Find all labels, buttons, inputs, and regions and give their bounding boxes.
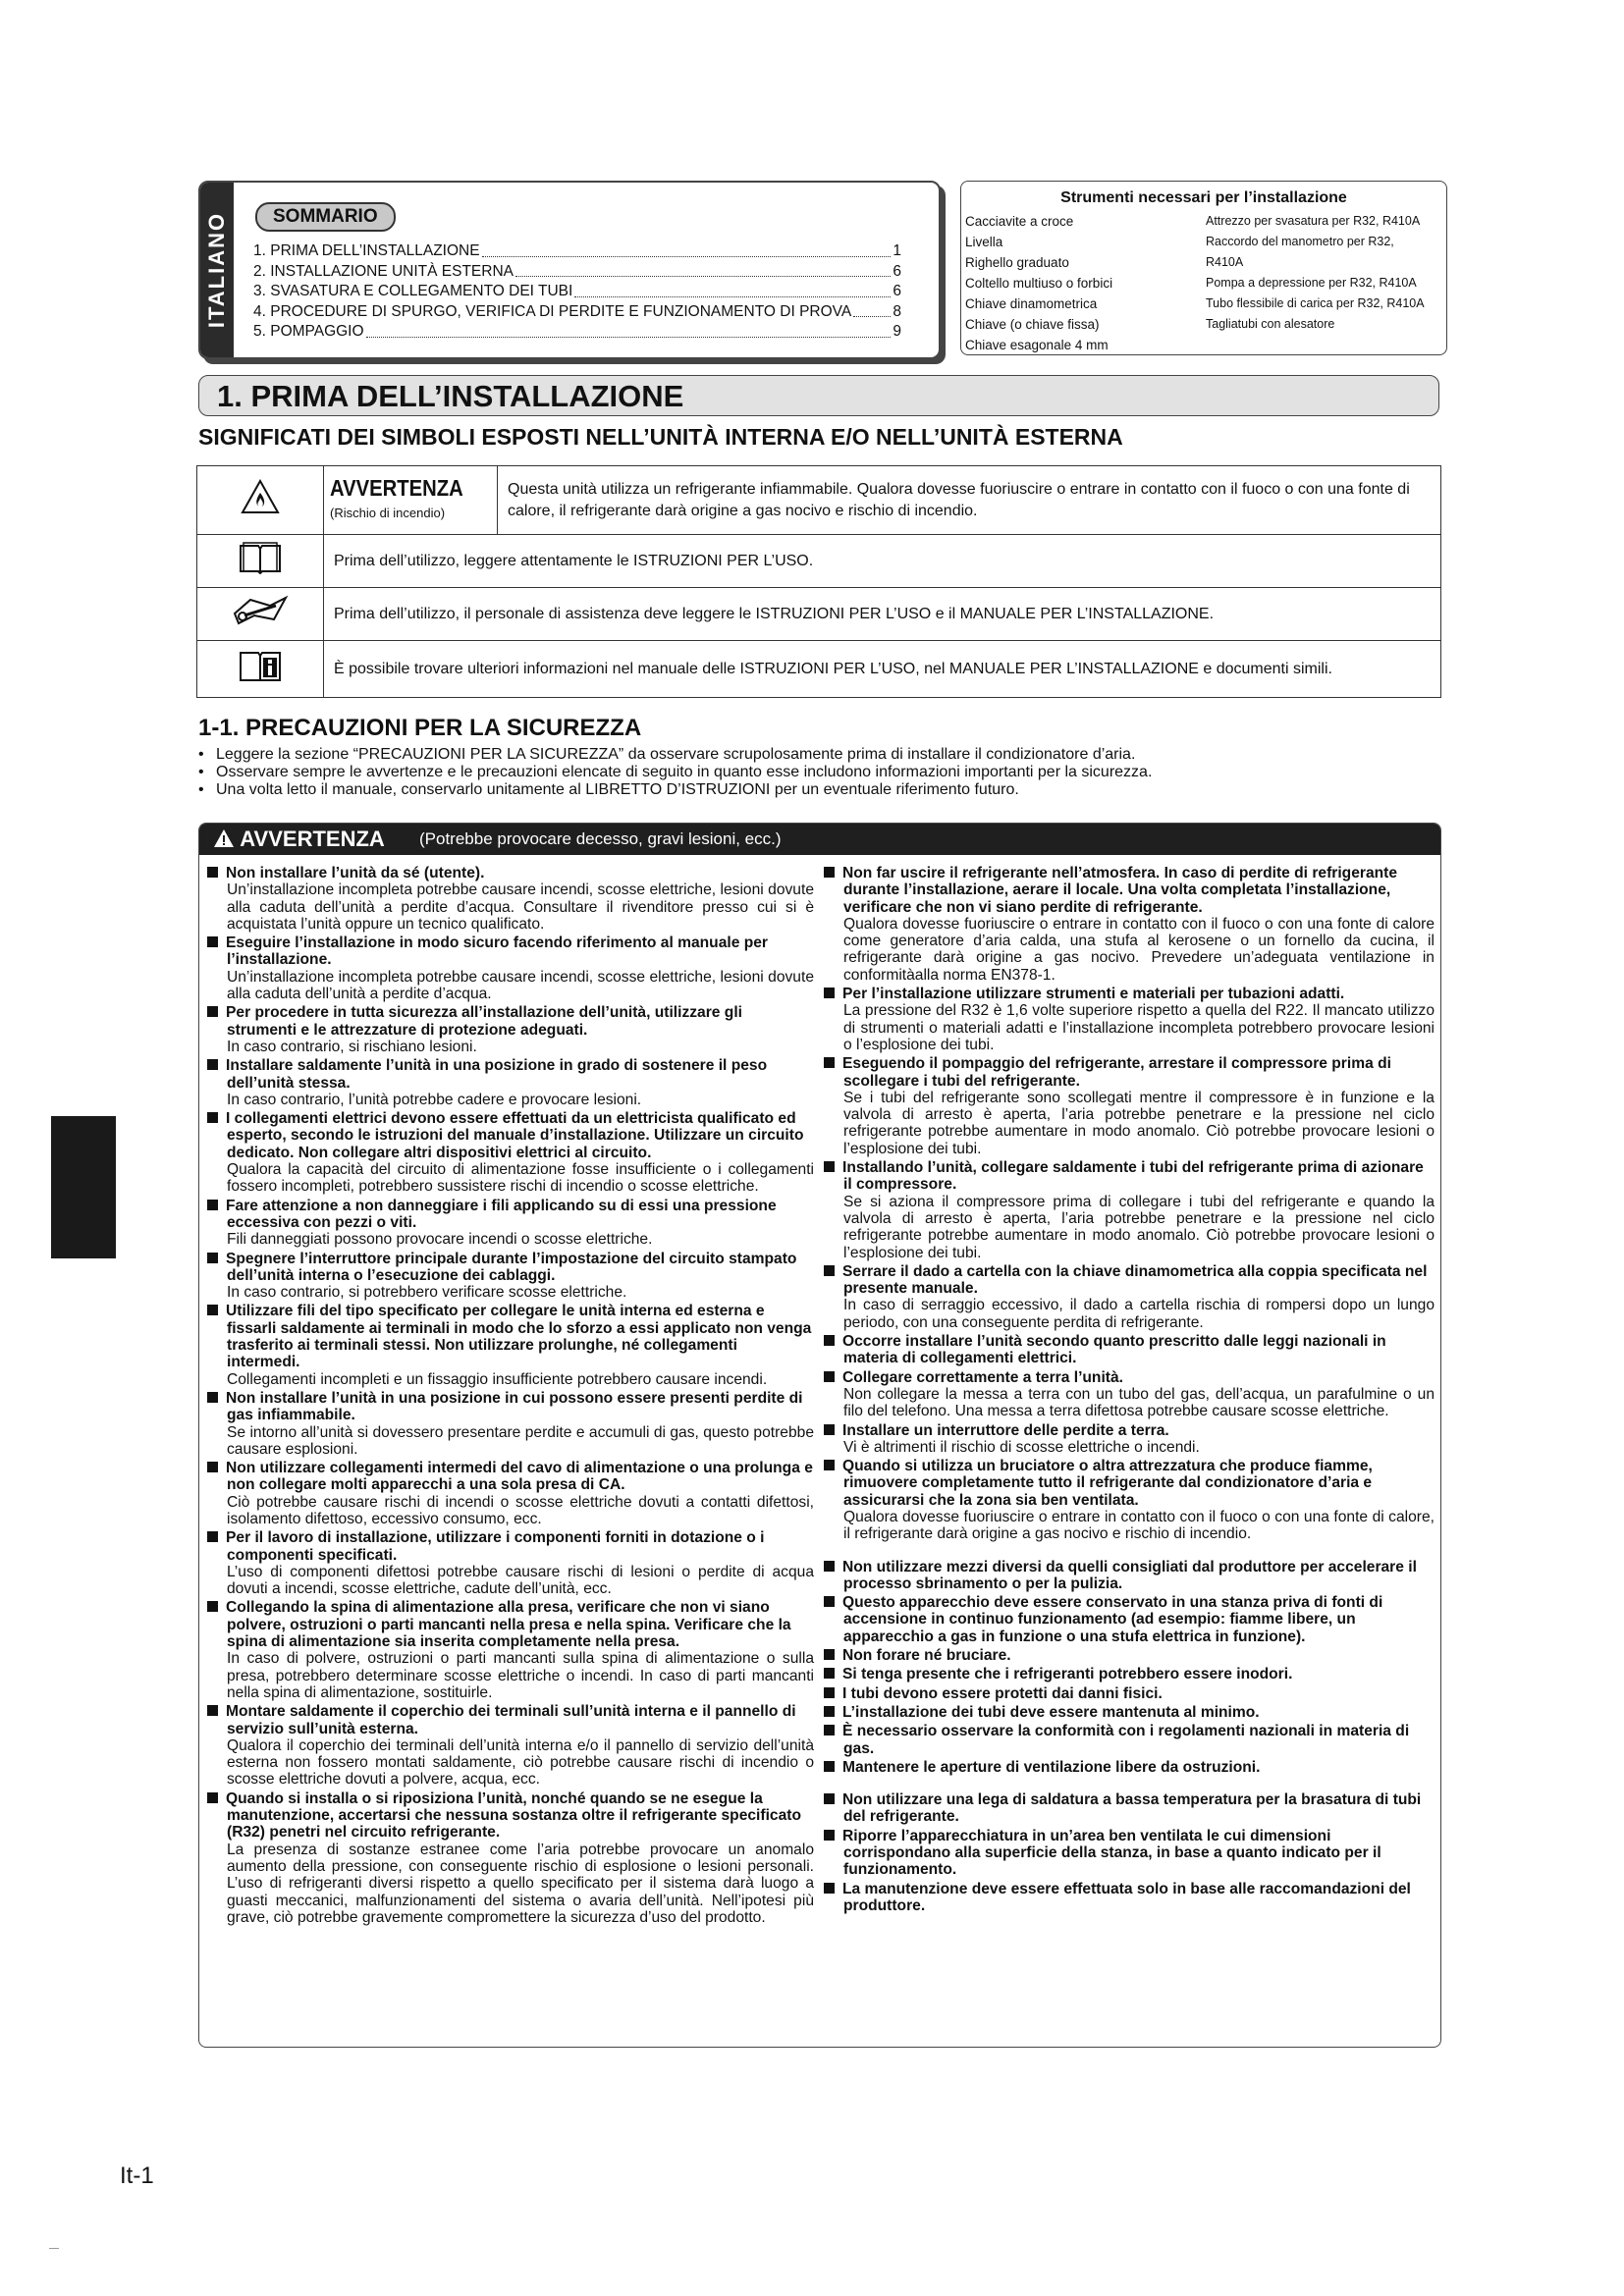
warning-item-text: Vi è altrimenti il rischio di scosse elettriche o incendi.: [843, 1438, 1200, 1456]
symbol-row-operation: [197, 535, 1441, 588]
tool-item: Tubo flessibile di carica per R32, R410A: [1206, 296, 1425, 310]
warning-item-heading: Utilizzare fili del tipo specificato per collegare le unità interna ed esterna e fissarli saldamente ai terminali in modo che lo sforzo a essi applicato non venga trasferito ai terminali stessi. Non utilizzare prolunghe, né collegamenti intermedi.: [207, 1303, 814, 1370]
warning-item-heading: Eseguire l’installazione in modo sicuro facendo riferimento al manuale per l’installazione.: [207, 934, 814, 969]
tool-item: Chiave (o chiave fissa): [965, 317, 1100, 332]
warning-item-heading: I tubi devono essere protetti dai danni fisici.: [824, 1685, 1435, 1702]
warning-item-heading: Non utilizzare mezzi diversi da quelli consigliati dal produttore per accelerare il processo sbrinamento o per la pulizia.: [824, 1559, 1435, 1593]
warning-item-heading: Questo apparecchio deve essere conservato in una stanza priva di fonti di accensione in continuo funzionamento (ad esempio: fiamme libere, un apparecchio a gas in funzione o una stufa elettrica in funzione).: [824, 1594, 1435, 1645]
language-label: ITALIANO: [204, 211, 229, 329]
table-of-contents: [198, 181, 941, 359]
tools-list-right: [1206, 211, 1446, 335]
tool-item: Chiave esagonale 4 mm: [965, 338, 1109, 352]
safety-bullet: • Leggere la sezione “PRECAUZIONI PER LA SICUREZZA” da osservare scrupolosamente prima di installare il condizionatore d’aria.: [198, 746, 1455, 764]
warning-item-text: La pressione del R32 è 1,6 volte superiore rispetto a quella del R22. Il mancato utilizzo di strumenti o materiali adatti e l’installazione incompleta potrebbero provocare lesioni o l’esplosione dei tubi.: [843, 1002, 1435, 1053]
toc-item[interactable]: 1. PRIMA DELL’INSTALLAZIONE 1: [253, 242, 901, 259]
print-mark: [49, 2248, 59, 2249]
section-title: 1. PRIMA DELL’INSTALLAZIONE: [217, 379, 684, 413]
warning-item: [824, 1422, 1435, 1457]
warning-item: [207, 1004, 814, 1055]
symbol-row-warning: [197, 466, 1441, 535]
warning-item-heading: I collegamenti elettrici devono essere effettuati da un elettricista qualificato ed esperto, secondo le istruzioni del manuale d’installazione. Utilizzare un circuito dedicato. Non collegare altri dispositivi elettrici al circuito.: [207, 1110, 814, 1161]
warning-item: [207, 1110, 814, 1195]
warning-text: Questa unità utilizza un refrigerante infiammabile. Qualora dovesse fuoriuscire o entrare in contatto con il fuoco o con una fonte di calore, il refrigerante darà origine a gas nocivo e rischio di incendio.: [498, 466, 1441, 535]
toc-item[interactable]: 3. SVASATURA E COLLEGAMENTO DEI TUBI 6: [253, 283, 901, 299]
warning-item: [824, 1685, 1435, 1702]
operation-manual-icon: [197, 535, 324, 588]
warning-item: [207, 1529, 814, 1597]
warning-item-heading: Montare saldamente il coperchio dei terminali sull’unità interna e il pannello di servizio sull’unità esterna.: [207, 1703, 814, 1737]
warning-item: [207, 1251, 814, 1302]
warning-sublabel: (Rischio di incendio): [330, 505, 446, 520]
tool-item: Attrezzo per svasatura per R32, R410A: [1206, 214, 1421, 228]
warning-item-heading: Non installare l’unità da sé (utente).: [207, 865, 814, 881]
warning-item: [207, 1599, 814, 1701]
tools-title: Strumenti necessari per l’installazione: [1060, 189, 1347, 206]
warning-item-heading: Eseguendo il pompaggio del refrigerante, arrestare il compressore prima di scollegare i tubi del refrigerante.: [824, 1055, 1435, 1090]
warning-item: [824, 1369, 1435, 1420]
warning-item-heading: Collegare correttamente a terra l’unità.: [824, 1369, 1435, 1386]
warning-item-text: Se intorno all’unità si dovessero presentare perdite e accumuli di gas, questo potrebbe causare esplosioni.: [227, 1423, 814, 1458]
warning-item-text: Ciò potrebbe causare rischi di incendi o scosse elettriche dovuti a contatti difettosi, isolamento difettoso, eccessivo consumo, ecc.: [227, 1493, 814, 1527]
tool-item: Tagliatubi con alesatore: [1206, 317, 1335, 331]
safety-bullet: • Una volta letto il manuale, conservarlo unitamente al LIBRETTO D’ISTRUZIONI per un eventuale riferimento futuro.: [198, 781, 1455, 799]
warning-item-heading: Riporre l’apparecchiatura in un’area ben ventilata le cui dimensioni corrispondano alla superficie della stanza, in base a quanto indicato per il funzionamento.: [824, 1828, 1435, 1879]
warning-item-heading: La manutenzione deve essere effettuata solo in base alle raccomandazioni del produttore.: [824, 1881, 1435, 1915]
tool-item: Righello graduato: [965, 255, 1069, 270]
warning-item: [824, 1594, 1435, 1645]
warning-item: [207, 1790, 814, 1926]
warning-item: [824, 1723, 1435, 1757]
warning-item-heading: Installare un interruttore delle perdite a terra.: [824, 1422, 1435, 1439]
warning-triangle-icon: [213, 828, 235, 848]
warning-item-heading: Spegnere l’interruttore principale durante l’impostazione del circuito stampato dell’unità interna o l’esecuzione dei cablaggi.: [207, 1251, 814, 1285]
toc-title: SOMMARIO: [255, 202, 396, 232]
warning-item-heading: Occorre installare l’unità secondo quanto prescritto dalle leggi nazionali in materia di collegamenti elettrici.: [824, 1333, 1435, 1367]
warning-item: [824, 865, 1435, 984]
warning-item-text: Collegamenti incompleti e un fissaggio insufficiente potrebbero causare incendi.: [227, 1370, 768, 1388]
section-header: [198, 375, 1439, 416]
tool-item: Cacciavite a croce: [965, 214, 1074, 229]
operation-text: Prima dell’utilizzo, leggere attentamente le ISTRUZIONI PER L’USO.: [324, 535, 1441, 588]
warning-item-heading: Non far uscire il refrigerante nell’atmosfera. In caso di perdite di refrigerante durante l’installazione, aerare il locale. Una volta completata l’installazione, verificare che non vi siano perdite di refrigerante.: [824, 865, 1435, 916]
warning-item: [824, 1159, 1435, 1261]
warning-item-text: Un’installazione incompleta potrebbe causare incendi, scosse elettriche, lesioni dovute alla caduta dell’unità a perdite d’acqua. Consultare il rivenditore presso cui si è acquistata l’unità oppure un tecnico qualificato.: [227, 881, 814, 933]
tool-item: Coltello multiuso o forbici: [965, 276, 1113, 291]
warning-item: [824, 1791, 1435, 1826]
warning-item-text: Non collegare la messa a terra con un tubo del gas, dell’acqua, un parafulmine o un filo del telefono. Una messa a terra difettosa potrebbe causare scosse elettriche.: [843, 1385, 1435, 1420]
warning-item-text: Qualora dovesse fuoriuscire o entrare in contatto con il fuoco o con una fonte di calore, il refrigerante darà origine a gas nocivo e rischio di incendio.: [843, 1508, 1435, 1543]
warning-item-text: Qualora dovesse fuoriuscire o entrare in contatto con il fuoco o con una fonte di calore come generatore d’aria calda, una stufa al kerosene o un fornello da cucina, il refrigerante darà origine a gas nocivo. Prevedere un’adeguata ventilazione in conformitàalla norma EN378-1.: [843, 915, 1435, 984]
tools-list-left: [965, 211, 1206, 355]
tool-item: Livella: [965, 235, 1003, 249]
warning-item-heading: Installando l’unità, collegare saldamente i tubi del refrigerante prima di azionare il compressore.: [824, 1159, 1435, 1194]
warning-item: [207, 934, 814, 1002]
warning-item-heading: Non installare l’unità in una posizione in cui possono essere presenti perdite di gas infiammabile.: [207, 1390, 814, 1424]
warning-item-heading: Collegando la spina di alimentazione alla presa, verificare che non vi siano polvere, ostruzioni o parti mancanti nella presa e nella spina. Verificare che la spina di alimentazione sia inserita completamente nella presa.: [207, 1599, 814, 1650]
symbols-table: [196, 465, 1441, 698]
tools-box: [960, 181, 1447, 355]
toc-item[interactable]: 4. PROCEDURE DI SPURGO, VERIFICA DI PERDITE E FUNZIONAMENTO DI PROVA 8: [253, 302, 901, 320]
warning-item-heading: Mantenere le aperture di ventilazione libere da ostruzioni.: [824, 1759, 1435, 1776]
page-number: It-1: [120, 2163, 154, 2189]
warning-title: AVVERTENZA: [240, 827, 385, 851]
warning-item-heading: Fare attenzione a non danneggiare i fili applicando su di essi una pressione eccessiva con pezzi o viti.: [207, 1198, 814, 1232]
tool-item: R410A: [1206, 255, 1244, 269]
toc-item[interactable]: 2. INSTALLAZIONE UNITÀ ESTERNA 6: [253, 262, 901, 280]
warning-column-right: [824, 865, 1435, 1916]
warning-item-heading: Non utilizzare una lega di saldatura a bassa temperatura per la brasatura di tubi del refrigerante.: [824, 1791, 1435, 1826]
warning-item: [824, 1881, 1435, 1915]
warning-item-heading: Serrare il dado a cartella con la chiave dinamometrica alla coppia specificata nel presente manuale.: [824, 1263, 1435, 1298]
warning-item-heading: Non utilizzare collegamenti intermedi del cavo di alimentazione o una prolunga e non collegare molti apparecchi a una sola presa di CA.: [207, 1460, 814, 1494]
safety-bullets: [198, 746, 1455, 799]
warning-box: [198, 823, 1441, 2048]
warning-item-heading: Per il lavoro di installazione, utilizzare i componenti forniti in dotazione o i componenti specificati.: [207, 1529, 814, 1564]
warning-item-text: Se i tubi del refrigerante sono scollegati mentre il compressore è in funzione e la valvola di arresto è aperta, l’aria potrebbe penetrare e la pressione nel ciclo refrigerante potrebbe aumentare in modo anomalo. Ciò potrebbe provocare lesioni o l’esplosione dei tubi.: [843, 1089, 1435, 1157]
warning-item-text: In caso contrario, l’unità potrebbe cadere e provocare lesioni.: [227, 1091, 642, 1108]
warning-item-text: Un’installazione incompleta potrebbe causare incendi, scosse elettriche, lesioni dovute alla caduta dell’unità a perdite d’acqua.: [227, 968, 814, 1003]
warning-item: [207, 1303, 814, 1387]
safety-title: 1-1. PRECAUZIONI PER LA SICUREZZA: [198, 715, 642, 741]
warning-item: [207, 1390, 814, 1458]
warning-item: [824, 1263, 1435, 1331]
warning-column-left: [207, 865, 814, 1928]
warning-item-text: Qualora la capacità del circuito di alimentazione fosse insufficiente o i collegamenti fossero incompleti, potrebbero sussistere rischi di incendio o scosse elettriche.: [227, 1161, 814, 1196]
warning-item-heading: Per l’installazione utilizzare strumenti e materiali per tubazioni adatti.: [824, 986, 1435, 1002]
warning-item-heading: Quando si utilizza un bruciatore o altra attrezzatura che produce fiamme, rimuovere completamente tutto il refrigerante dal condizionatore d’aria e assicurarsi che la zona sia ben ventilata.: [824, 1458, 1435, 1509]
symbols-heading: SIGNIFICATI DEI SIMBOLI ESPOSTI NELL’UNITÀ INTERNA E/O NELL’UNITÀ ESTERNA: [198, 424, 1123, 450]
warning-item-text: In caso di polvere, ostruzioni o parti mancanti sulla spina di alimentazione o sulla presa, potrebbero determinare scosse elettriche o incendi. In caso di parti mancanti nella spina di alimentazione, sostituirle.: [227, 1650, 814, 1701]
warning-item-heading: Quando si installa o si riposiziona l’unità, nonché quando se ne esegue la manutenzione, accertarsi che nessuna sostanza oltre il refrigerante specificato (R32) penetri nel circuito refrigerante.: [207, 1790, 814, 1842]
chapter-side-tab: [51, 1116, 116, 1258]
info-text: È possibile trovare ulteriori informazioni nel manuale delle ISTRUZIONI PER L’USO, nel MANUALE PER L’INSTALLAZIONE e documenti simili.: [324, 641, 1441, 698]
warning-item: [824, 1828, 1435, 1879]
warning-item: [824, 1647, 1435, 1664]
warning-item: [207, 1703, 814, 1788]
warning-item: [207, 1198, 814, 1249]
warning-item: [207, 865, 814, 933]
tool-item: Chiave dinamometrica: [965, 296, 1098, 311]
flame-warning-icon: [197, 466, 324, 535]
warning-item-text: In caso contrario, si potrebbero verificare scosse elettriche.: [227, 1284, 627, 1302]
warning-item: [824, 1704, 1435, 1721]
warning-note: (Potrebbe provocare decesso, gravi lesioni, ecc.): [419, 829, 782, 848]
warning-item: [207, 1460, 814, 1527]
warning-item: [824, 1759, 1435, 1776]
warning-item-heading: Installare saldamente l’unità in una posizione in grado di sostenere il peso dell’unità stessa.: [207, 1057, 814, 1092]
warning-item-text: L’uso di componenti difettosi potrebbe causare rischi di lesioni o perdite di acqua dovuti a incendi, scosse elettriche, cadute dell’unità, ecc.: [227, 1563, 814, 1598]
symbol-row-info: [197, 641, 1441, 698]
warning-item-text: Fili danneggiati possono provocare incendi o scosse elettriche.: [227, 1231, 653, 1249]
symbol-row-service: [197, 588, 1441, 641]
warning-item: [824, 986, 1435, 1053]
info-manual-icon: [197, 641, 324, 698]
warning-header: [199, 824, 1440, 855]
tool-item: Raccordo del manometro per R32,: [1206, 235, 1394, 248]
warning-item-text: La presenza di sostanze estranee come l’aria potrebbe provocare un anomalo aumento della pressione, con conseguente rischio di esplosione o lesioni personali. L’uso di refrigeranti diversi rispetto a quello specificato per il sistema darà luogo a guasti meccanici, malfunzionamenti del sistema o avaria dell’unità. Nell’ipotesi più grave, ciò potrebbe gravemente compromettere la sicurezza d’uso del prodotto.: [227, 1841, 814, 1926]
warning-label: AVVERTENZA: [330, 474, 463, 501]
warning-item: [824, 1333, 1435, 1367]
toc-list: [253, 241, 901, 343]
warning-item-heading: Si tenga presente che i refrigeranti potrebbero essere inodori.: [824, 1666, 1435, 1682]
warning-item: [824, 1559, 1435, 1593]
warning-item-text: In caso contrario, si rischiano lesioni.: [227, 1038, 477, 1055]
warning-item-heading: Non forare né bruciare.: [824, 1647, 1435, 1664]
warning-item: [824, 1458, 1435, 1542]
warning-item-heading: È necessario osservare la conformità con i regolamenti nazionali in materia di gas.: [824, 1723, 1435, 1757]
warning-item-heading: Per procedere in tutta sicurezza all’installazione dell’unità, utilizzare gli strumenti e le attrezzature di protezione adeguati.: [207, 1004, 814, 1039]
warning-item-text: Qualora il coperchio dei terminali dell’unità interna e/o il pannello di servizio dell’unità esterna non fossero montati saldamente, ciò potrebbe causare rischi di incendio o scosse elettriche dovuti a polvere, acqua, ecc.: [227, 1736, 814, 1789]
warning-label-cell: [324, 466, 498, 535]
warning-item: [824, 1055, 1435, 1157]
safety-bullet: • Osservare sempre le avvertenze e le precauzioni elencate di seguito in quanto esse includono informazioni importanti per la sicurezza.: [198, 764, 1455, 781]
warning-item: [824, 1666, 1435, 1682]
language-tab: [200, 183, 234, 357]
toc-item[interactable]: 5. POMPAGGIO 9: [253, 323, 901, 340]
service-manual-icon: [197, 588, 324, 641]
service-text: Prima dell’utilizzo, il personale di assistenza deve leggere le ISTRUZIONI PER L’USO e il MANUALE PER L’INSTALLAZIONE.: [324, 588, 1441, 641]
warning-item: [207, 1057, 814, 1108]
warning-item-text: In caso di serraggio eccessivo, il dado a cartella rischia di rompersi dopo un lungo periodo, con una conseguente perdita di refrigerante.: [843, 1297, 1435, 1331]
warning-item-heading: L’installazione dei tubi deve essere mantenuta al minimo.: [824, 1704, 1435, 1721]
warning-item-text: Se si aziona il compressore prima di collegare i tubi del refrigerante e quando la valvola di arresto è aperta, l’aria potrebbe penetrare e la pressione nel ciclo refrigerante potrebbe aumentare in modo anomalo. Ciò potrebbe provocare lesioni o l’esplosione dei tubi.: [843, 1193, 1435, 1261]
tool-item: Pompa a depressione per R32, R410A: [1206, 276, 1417, 290]
